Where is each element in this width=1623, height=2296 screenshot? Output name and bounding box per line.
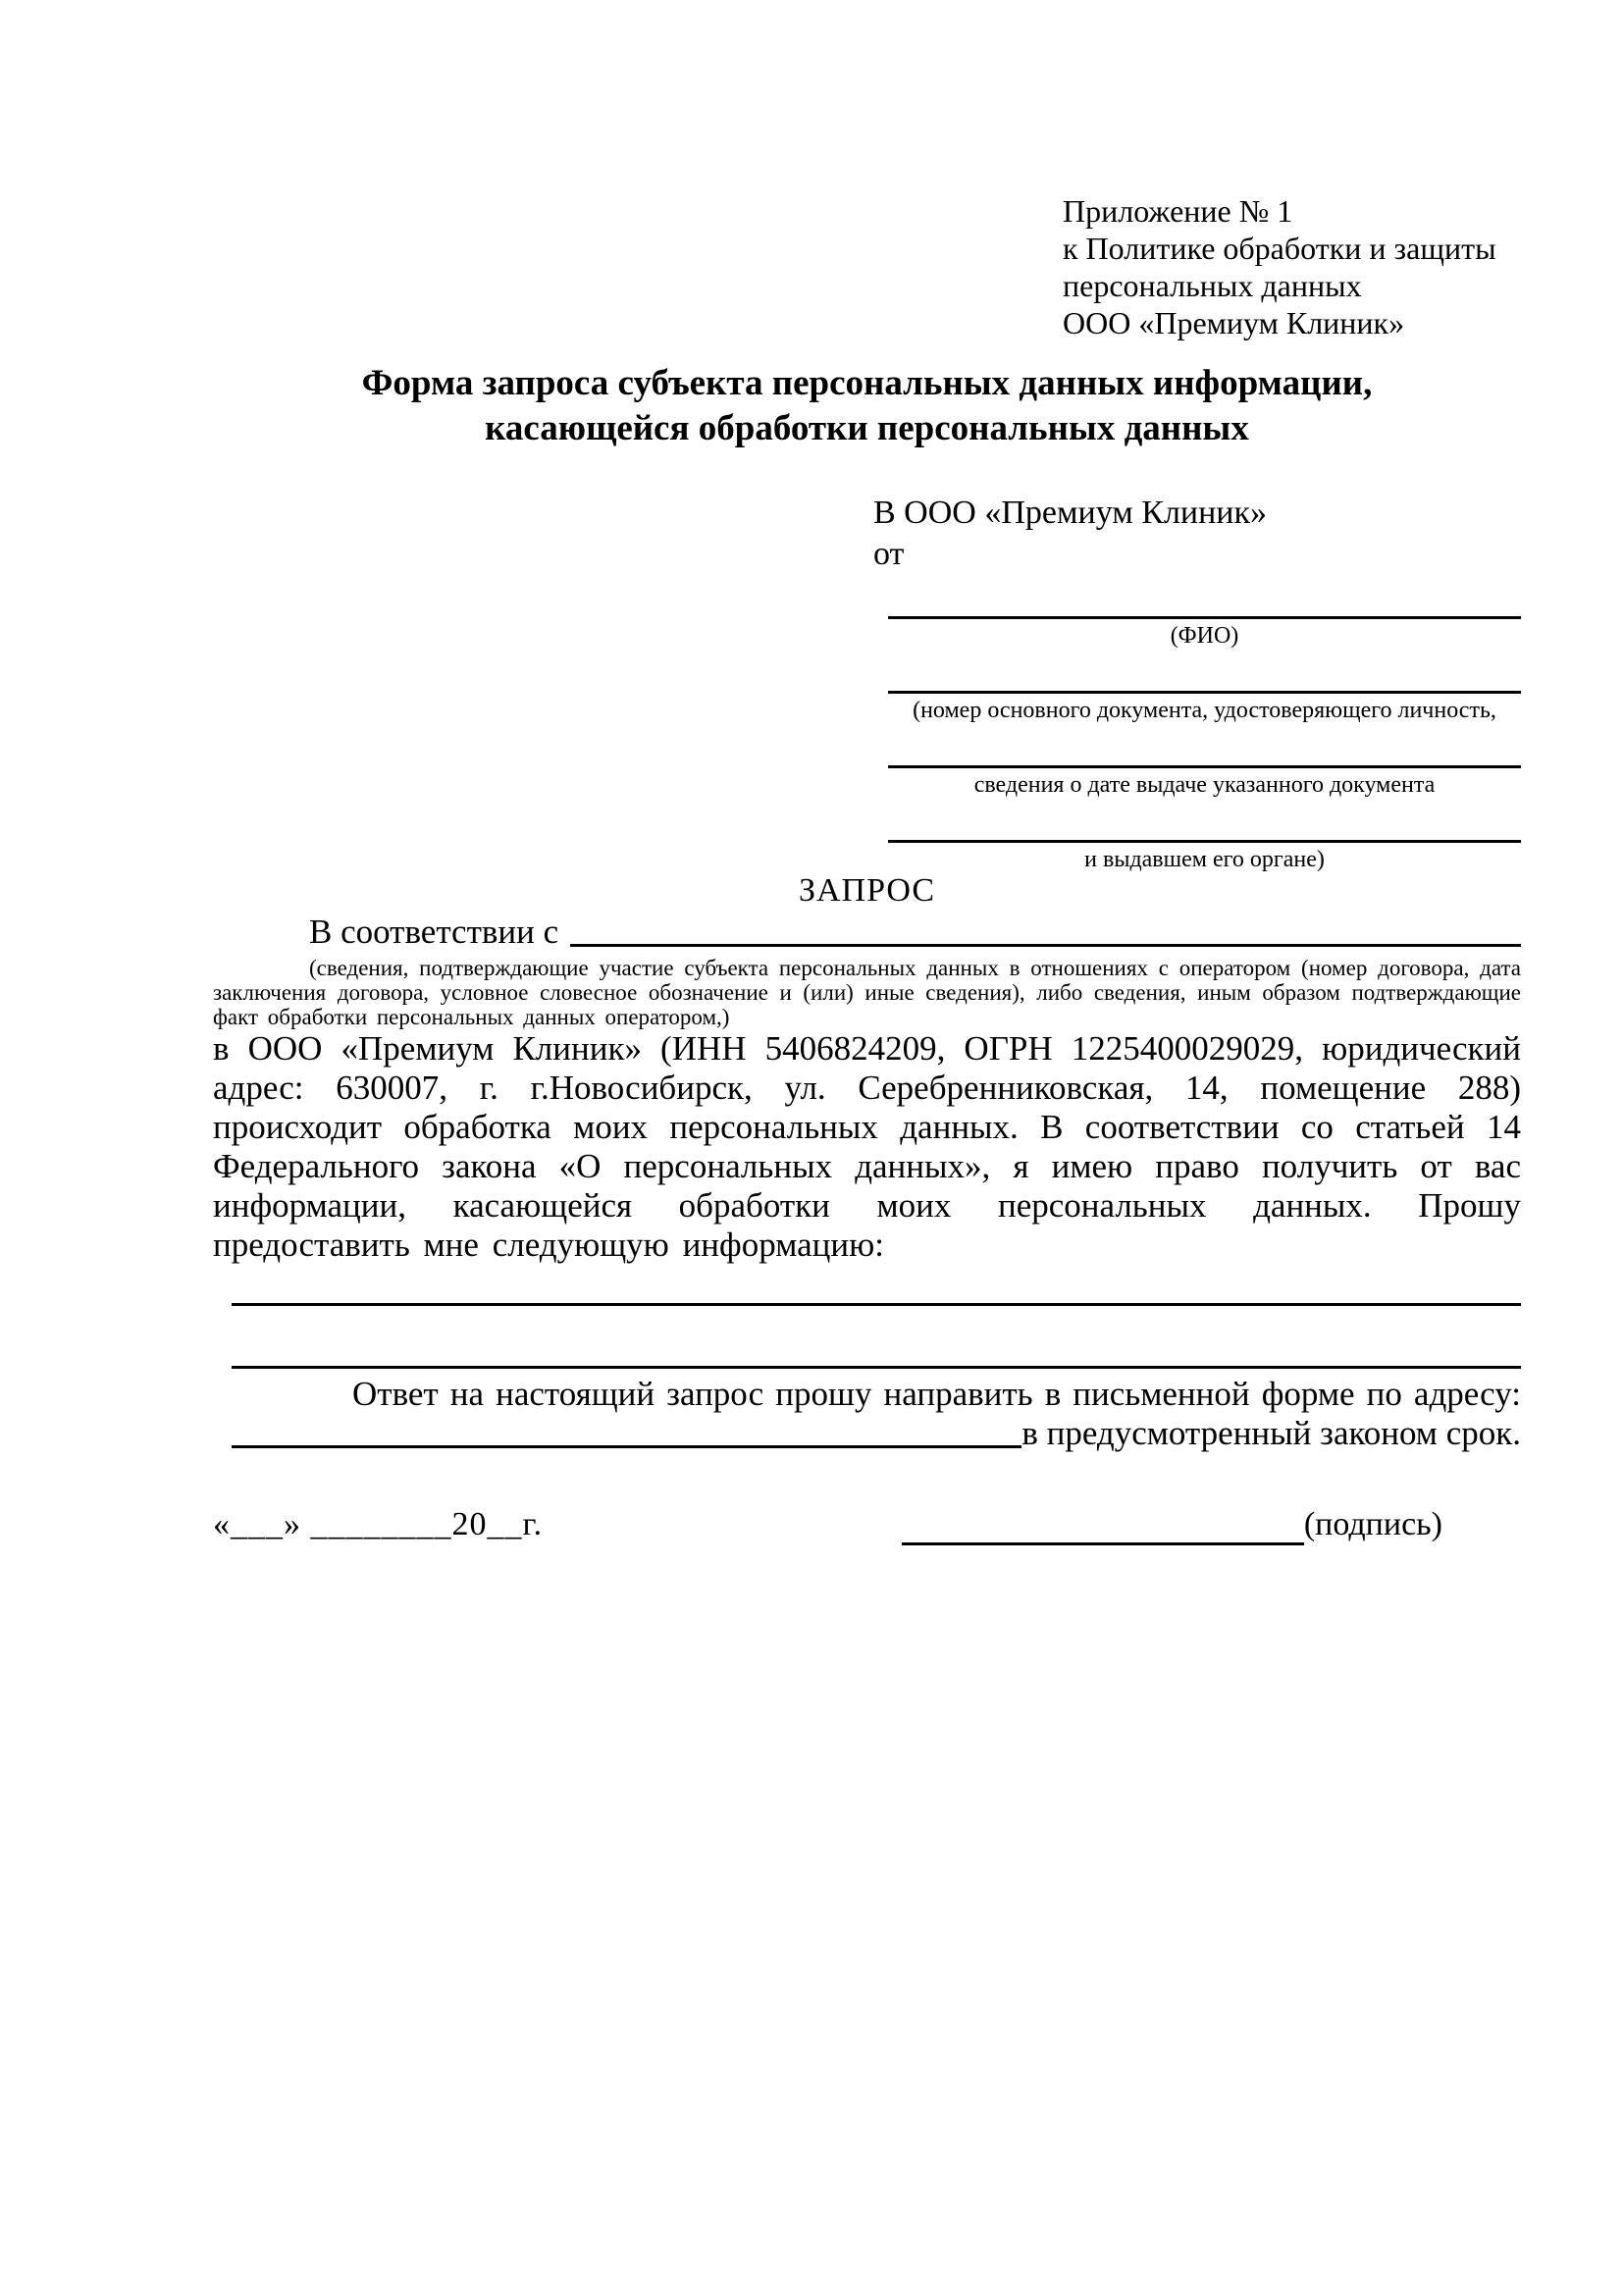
fio-field xyxy=(888,575,1521,650)
addressee-from-label: от xyxy=(873,536,905,572)
form-title-line-2: касающейся обработки персональных данных xyxy=(485,408,1249,448)
addressee-block xyxy=(873,493,1521,873)
appendix-line-4: ООО «Премиум Клиник» xyxy=(1063,305,1405,340)
date-signature-row xyxy=(213,1504,1521,1545)
info-fill-line-2 xyxy=(232,1306,1521,1369)
reply-deadline: в предусмотренный законом срок. xyxy=(1021,1414,1521,1452)
signature-caption: (подпись) xyxy=(1303,1506,1442,1542)
reply-address-row xyxy=(213,1414,1521,1453)
signature-group xyxy=(902,1504,1442,1545)
intro-label: В соответствии с xyxy=(309,913,559,951)
issuing-authority-field xyxy=(888,799,1521,873)
issuing-authority-field-caption: и выдавшем его органе) xyxy=(1084,847,1325,872)
intro-row xyxy=(213,913,1521,952)
document-number-field xyxy=(888,650,1521,724)
reply-instruction: Ответ на настоящий запрос прошу направить в письменной форме по адресу: xyxy=(352,1375,1521,1413)
issue-date-field xyxy=(888,724,1521,799)
info-fill-line-1 xyxy=(232,1265,1521,1306)
addressee-to: В ООО «Премиум Клиник» xyxy=(873,495,1268,531)
appendix-line-2: к Политике обработки и защиты xyxy=(1063,231,1496,266)
fine-print-note: (сведения, подтверждающие участие субъекта персональных данных в отношениях с оператором (номер договора, дата заключения договора, условное словесное обозначение и (или) иные сведения), либо сведения, иным образом подтверждающие факт обработки персональных данных оператором,) xyxy=(213,956,1521,1029)
form-title xyxy=(213,361,1521,451)
addressee-fields xyxy=(888,575,1521,873)
request-body-paragraph: в ООО «Премиум Клиник» (ИНН 5406824209, ОГРН 1225400029029, юридический адрес: 630007, г. г.Новосибирск, ул. Серебренниковская, 14, помещение 288) происходит обработка моих персональных данных. В соответствии со статьей 14 Федерального закона «О персональных данных», я имею право получить от вас информации, касающейся обработки моих персональных данных. Прошу предоставить мне следующую информацию: xyxy=(213,1029,1521,1264)
signature-fill-line xyxy=(902,1508,1304,1545)
appendix-line-1: Приложение № 1 xyxy=(1063,193,1293,229)
address-fill-line xyxy=(232,1414,1021,1448)
fio-field-caption: (ФИО) xyxy=(1170,623,1239,649)
document-number-field-caption: (номер основного документа, удостоверяющего личность, xyxy=(913,698,1496,723)
issue-date-field-caption: сведения о дате выдаче указанного документа xyxy=(973,772,1436,798)
appendix-line-3: персональных данных xyxy=(1063,268,1362,303)
appendix-header xyxy=(1063,192,1521,341)
request-heading: ЗАПРОС xyxy=(798,872,936,909)
intro-fill-line xyxy=(570,913,1521,947)
form-title-line-1: Форма запроса субъекта персональных данных информации, xyxy=(361,363,1373,403)
date-fill-line: «___» ________20__г. xyxy=(213,1506,544,1542)
